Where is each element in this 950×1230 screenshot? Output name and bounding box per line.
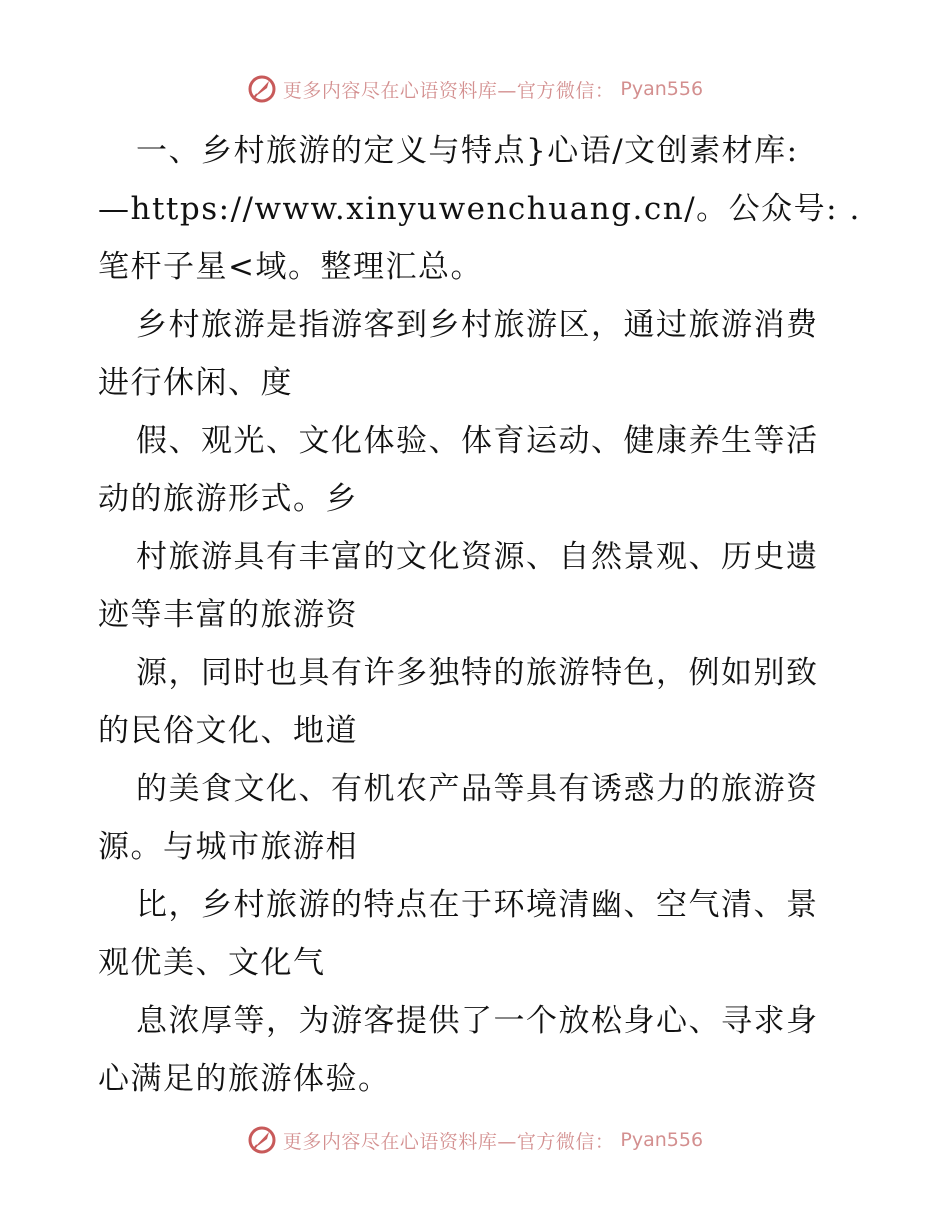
paragraph-line: 假、观光、文化体验、体育运动、健康养生等活: [136, 423, 819, 459]
document-body: [98, 122, 861, 1108]
paragraph-line: —https://www.xinyuwenchuang.cn/。公众号: .: [98, 191, 861, 227]
header-banner: [0, 74, 950, 104]
footer-text: 更多内容尽在心语资料库—官方微信：: [282, 1130, 615, 1153]
header-brand: Pyan556: [620, 78, 704, 100]
feather-pen-logo-icon: [247, 1125, 277, 1155]
footer-banner: [0, 1125, 950, 1155]
header-text: 更多内容尽在心语资料库—官方微信：: [282, 79, 615, 102]
paragraph-line: 一、乡村旅游的定义与特点}心语/文创素材库:: [136, 133, 799, 169]
footer-brand: Pyan556: [620, 1129, 704, 1151]
paragraph-line: 迹等丰富的旅游资: [98, 597, 358, 633]
paragraph-line: 心满足的旅游体验。: [98, 1061, 391, 1097]
paragraph-line: 比，乡村旅游的特点在于环境清幽、空气清、景: [136, 887, 819, 923]
paragraph-line: 源。与城市旅游相: [98, 829, 358, 865]
paragraph-line: 的民俗文化、地道: [98, 713, 358, 749]
paragraph-line: 进行休闲、度: [98, 365, 293, 401]
paragraph-line: 动的旅游形式。乡: [98, 481, 358, 517]
paragraph-line: 息浓厚等，为游客提供了一个放松身心、寻求身: [136, 1003, 819, 1039]
feather-pen-logo-icon: [247, 74, 277, 104]
paragraph-line: 笔杆子星<域。整理汇总。: [98, 249, 483, 285]
paragraph-line: 的美食文化、有机农产品等具有诱惑力的旅游资: [136, 771, 819, 807]
paragraph-line: 源，同时也具有许多独特的旅游特色，例如别致: [136, 655, 819, 691]
paragraph-line: 乡村旅游是指游客到乡村旅游区，通过旅游消费: [136, 307, 819, 343]
paragraph-line: 村旅游具有丰富的文化资源、自然景观、历史遗: [136, 539, 819, 575]
paragraph-line: 观优美、文化气: [98, 945, 326, 981]
